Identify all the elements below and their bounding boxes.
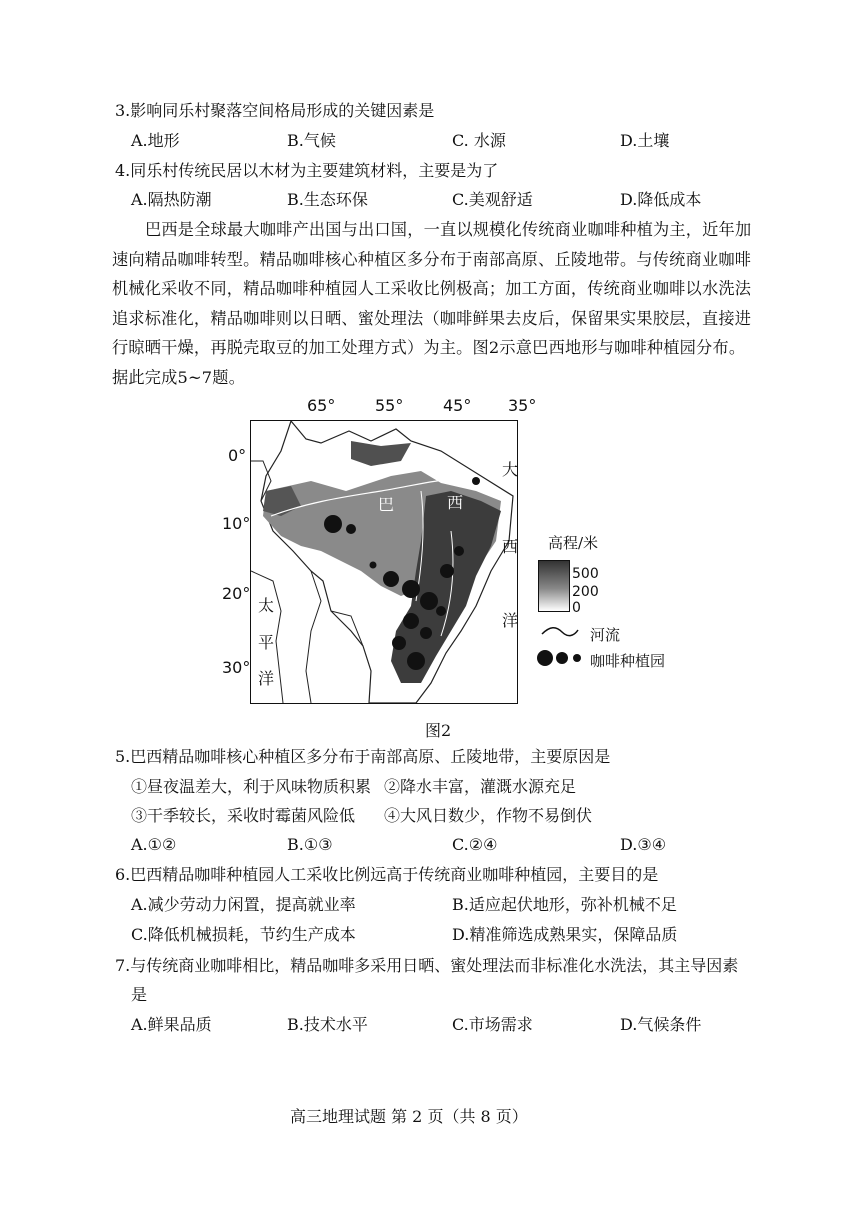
river-legend-icon bbox=[540, 624, 580, 640]
legend-title: 高程/米 bbox=[548, 534, 599, 552]
ocean-label: 西 bbox=[502, 537, 519, 556]
q6-option-c: C.降低机械损耗，节约生产成本 bbox=[131, 925, 356, 944]
longitude-label: 45° bbox=[443, 396, 472, 415]
q3-option-b: B.气候 bbox=[287, 131, 336, 150]
passage-line-2: 速向精品咖啡转型。精品咖啡核心种植区多分布于南部高原、丘陵地带。与传统商业咖啡 bbox=[112, 250, 752, 269]
legend-level: 200 bbox=[572, 584, 599, 600]
q3-option-a: A.地形 bbox=[131, 131, 180, 150]
coffee-plantation-large bbox=[392, 636, 406, 650]
coffee-plantation-large bbox=[402, 580, 420, 598]
latitude-label: 20° bbox=[222, 584, 251, 603]
question-5-stem: 5.巴西精品咖啡核心种植区多分布于南部高原、丘陵地带，主要原因是 bbox=[115, 747, 611, 766]
q7-option-a: A.鲜果品质 bbox=[131, 1015, 212, 1034]
q6-option-b: B.适应起伏地形，弥补机械不足 bbox=[452, 895, 677, 914]
passage-line-5: 行晾晒干燥，再脱壳取豆的加工处理方式）为主。图2示意巴西地形与咖啡种植园分布。 bbox=[112, 338, 746, 357]
legend-level: 500 bbox=[572, 566, 599, 582]
q5-item-3: ③干季较长，采收时霉菌风险低 bbox=[131, 806, 356, 825]
question-3-stem: 3.影响同乐村聚落空间格局形成的关键因素是 bbox=[115, 101, 435, 120]
q3-option-c: C. 水源 bbox=[452, 131, 506, 150]
coffee-plantation-small bbox=[472, 477, 480, 485]
passage-line-3: 机械化采收不同，精品咖啡种植园人工采收比例极高；加工方面，传统商业咖啡以水洗法 bbox=[112, 279, 752, 298]
q6-option-a: A.减少劳动力闲置，提高就业率 bbox=[131, 895, 356, 914]
legend-level: 0 bbox=[572, 600, 581, 616]
coffee-plantation-medium bbox=[420, 627, 432, 639]
passage-line-1: 巴西是全球最大咖啡产出国与出口国，一直以规模化传统商业咖啡种植为主，近年加 bbox=[145, 220, 752, 239]
coffee-plantation-large bbox=[407, 652, 425, 670]
legend-river-label: 河流 bbox=[590, 626, 621, 644]
question-4-stem: 4.同乐村传统民居以木材为主要建筑材料，主要是为了 bbox=[115, 161, 499, 180]
q4-option-b: B.生态环保 bbox=[287, 190, 368, 209]
q5-item-1: ①昼夜温差大，利于风味物质积累 bbox=[131, 777, 372, 796]
q5-item-2: ②降水丰富，灌溉水源充足 bbox=[384, 777, 577, 796]
longitude-label: 55° bbox=[375, 396, 404, 415]
coffee-plantation-large bbox=[324, 515, 342, 533]
latitude-label: 0° bbox=[228, 446, 247, 465]
coffee-plantation-small bbox=[370, 562, 377, 569]
question-7-stem-continued: 是 bbox=[131, 985, 148, 1004]
ocean-label: 平 bbox=[258, 633, 275, 652]
coffee-plantation-large bbox=[403, 613, 419, 629]
coffee-plantation-medium bbox=[454, 546, 464, 556]
q3-option-d: D.土壤 bbox=[620, 131, 670, 150]
country-label: 巴 bbox=[378, 495, 395, 514]
latitude-label: 30° bbox=[222, 658, 251, 677]
q7-option-c: C.市场需求 bbox=[452, 1015, 533, 1034]
question-6-stem: 6.巴西精品咖啡种植园人工采收比例远高于传统商业咖啡种植园，主要目的是 bbox=[115, 865, 659, 884]
plantation-legend-icon bbox=[536, 648, 586, 668]
ocean-label: 洋 bbox=[502, 611, 519, 630]
q7-option-d: D.气候条件 bbox=[620, 1015, 702, 1034]
map-svg bbox=[251, 421, 517, 703]
q4-option-d: D.降低成本 bbox=[620, 190, 702, 209]
ocean-label: 大 bbox=[502, 460, 519, 479]
question-7-stem: 7.与传统商业咖啡相比，精品咖啡多采用日晒、蜜处理法而非标准化水洗法，其主导因素 bbox=[115, 956, 739, 975]
q4-option-a: A.隔热防潮 bbox=[131, 190, 212, 209]
q7-option-b: B.技术水平 bbox=[287, 1015, 368, 1034]
longitude-label: 35° bbox=[508, 396, 537, 415]
coffee-plantation-large bbox=[440, 564, 454, 578]
q5-item-4: ④大风日数少，作物不易倒伏 bbox=[384, 806, 593, 825]
q5-option-c: C.②④ bbox=[452, 835, 498, 854]
page-footer: 高三地理试题 第 2 页（共 8 页） bbox=[290, 1107, 528, 1126]
q5-option-d: D.③④ bbox=[620, 835, 667, 854]
coffee-plantation-medium bbox=[346, 524, 356, 534]
figure-caption: 图2 bbox=[425, 721, 452, 740]
ocean-label: 洋 bbox=[258, 669, 275, 688]
ocean-label: 太 bbox=[258, 596, 275, 615]
q4-option-c: C.美观舒适 bbox=[452, 190, 533, 209]
country-label: 西 bbox=[447, 493, 464, 512]
longitude-label: 65° bbox=[307, 396, 336, 415]
legend-plantation-label: 咖啡种植园 bbox=[590, 652, 666, 670]
elevation-legend-bar bbox=[538, 560, 570, 612]
q5-option-a: A.①② bbox=[131, 835, 177, 854]
latitude-label: 10° bbox=[222, 514, 251, 533]
coffee-plantation-large bbox=[420, 592, 438, 610]
coffee-plantation-medium bbox=[436, 606, 446, 616]
q5-option-b: B.①③ bbox=[287, 835, 333, 854]
brazil-terrain-map bbox=[250, 420, 518, 704]
border-line bbox=[306, 571, 321, 703]
coffee-plantation-large bbox=[383, 571, 399, 587]
passage-line-6: 据此完成5~7题。 bbox=[112, 368, 246, 387]
passage-line-4: 追求标准化，精品咖啡则以日晒、蜜处理法（咖啡鲜果去皮后，保留果实果胶层，直接进 bbox=[112, 309, 752, 328]
q6-option-d: D.精准筛选成熟果实，保障品质 bbox=[452, 925, 678, 944]
